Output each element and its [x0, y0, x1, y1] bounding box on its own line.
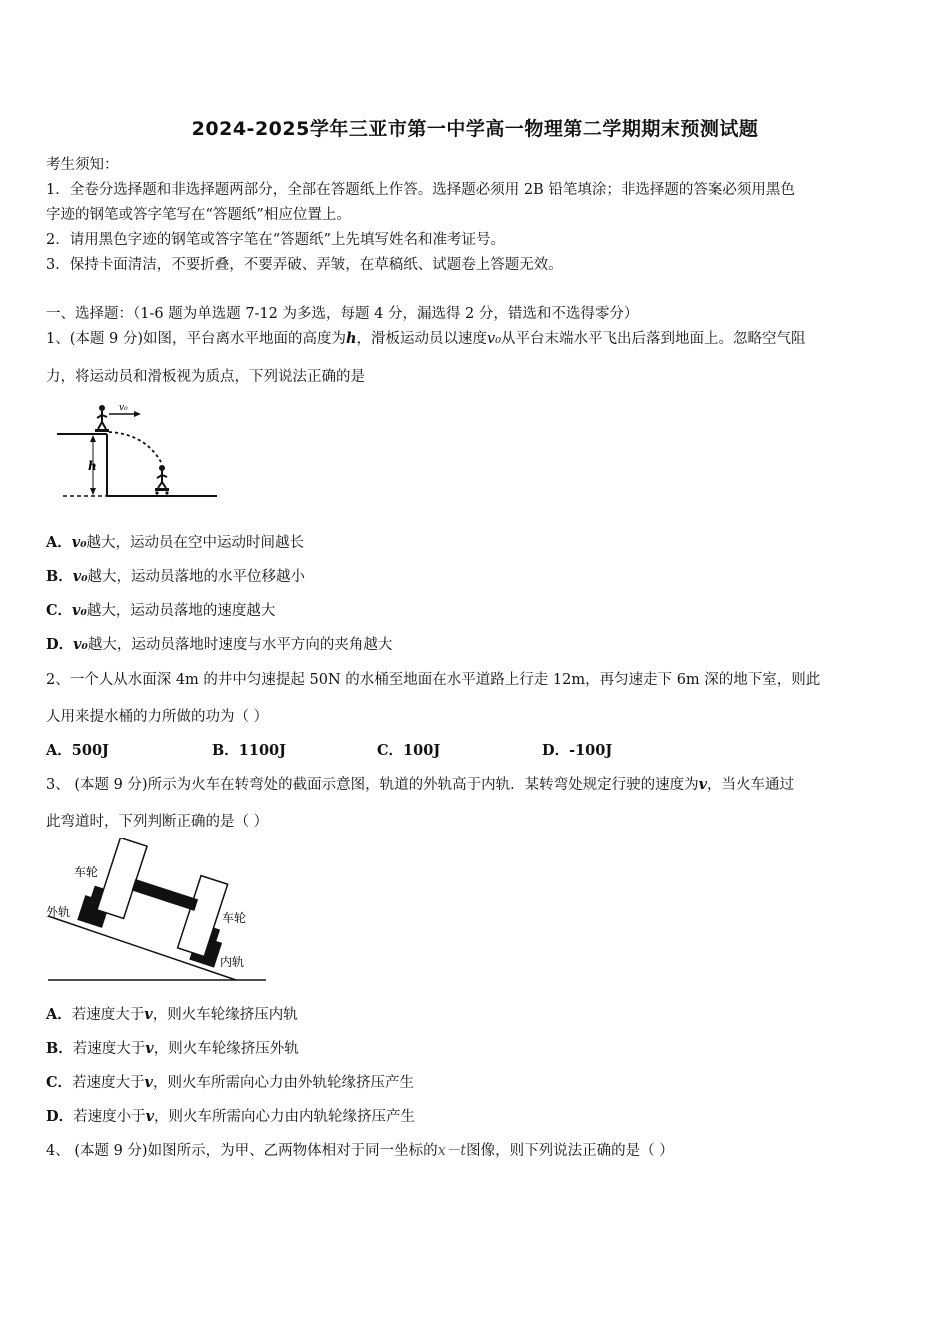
q1-h-symbol: h: [345, 330, 357, 347]
q3-fig-wheel-right-label: 车轮: [222, 911, 247, 925]
q3-option-a[interactable]: A．若速度大于v，则火车轮缘挤压内轨: [46, 1006, 298, 1023]
q1-v0-symbol: v₀: [487, 331, 502, 347]
notice-line-4: 3．保持卡面清洁，不要折叠，不要弄破、弄皱，在草稿纸、试题卷上答题无效。: [46, 257, 563, 273]
notice-line-1: 1．全卷分选择题和非选择题两部分，全部在答题纸上作答。选择题必须用 2B 铅笔填涂；非选择题的答案必须用黑色: [46, 182, 795, 198]
q1-stem-line-1: 1、(本题 9 分)如图，平台离水平地面的高度为h，滑板运动员以速度v₀从平台末端水平飞出后落到地面上。忽略空气阻: [46, 330, 806, 347]
q2-option-b[interactable]: B．1100J: [212, 742, 286, 759]
q3-stem-line-2: 此弯道时，下列判断正确的是（ ）: [46, 814, 269, 830]
section-heading: 一、选择题：（1-6 题为单选题 7-12 为多选，每题 4 分，漏选得 2 分，错选和不选得零分）: [46, 306, 639, 322]
notice-heading: 考生须知：: [46, 157, 119, 173]
notice-line-2: 字迹的钢笔或答字笔写在“答题纸”相应位置上。: [46, 207, 351, 223]
q3-v-symbol: v: [698, 776, 708, 793]
q3-option-c[interactable]: C．若速度大于v，则火车所需向心力由外轨轮缘挤压产生: [46, 1074, 414, 1091]
q4-xt-symbol: x－t: [437, 1143, 467, 1159]
q2-option-a[interactable]: A．500J: [46, 742, 109, 759]
q2-option-d[interactable]: D．-100J: [542, 742, 613, 759]
q1-option-d[interactable]: D．v₀越大，运动员落地时速度与水平方向的夹角越大: [46, 636, 393, 653]
q2-stem-line-2: 人用来提水桶的力所做的功为（ ）: [46, 709, 269, 725]
q3-fig-outer-rail-label: 外轨: [46, 905, 71, 919]
q3-train-curve-figure: [44, 838, 272, 988]
q1-option-a[interactable]: A．v₀越大，运动员在空中运动时间越长: [46, 534, 305, 551]
notice-line-3: 2．请用黑色字迹的钢笔或答字笔在“答题纸”上先填写姓名和准考证号。: [46, 232, 506, 248]
q4-stem-line-1: 4、 (本题 9 分)如图所示，为甲、乙两物体相对于同一坐标的x－t图像，则下列说法正确的是（ ）: [46, 1143, 674, 1159]
q1-stem-line-2: 力，将运动员和滑板视为质点，下列说法正确的是: [46, 369, 365, 385]
q3-fig-wheel-left-label: 车轮: [74, 865, 99, 879]
q3-option-b[interactable]: B．若速度大于v，则火车轮缘挤压外轨: [46, 1040, 299, 1057]
q3-option-d[interactable]: D．若速度小于v，则火车所需向心力由内轨轮缘挤压产生: [46, 1108, 416, 1125]
q1-skateboard-figure: [55, 400, 225, 502]
q3-fig-inner-rail-label: 内轨: [220, 955, 245, 969]
q2-stem-line-1: 2、一个人从水面深 4m 的井中匀速提起 50N 的水桶至地面在水平道路上行走 12m，再匀速走下 6m 深的地下室，则此: [46, 672, 821, 688]
q1-option-b[interactable]: B．v₀越大，运动员落地的水平位移越小: [46, 568, 306, 585]
q2-option-c[interactable]: C．100J: [377, 742, 441, 759]
q1-option-c[interactable]: C．v₀越大，运动员落地的速度越大: [46, 602, 276, 619]
q1-fig-v0-label: v₀: [119, 403, 128, 413]
page-title: 2024-2025学年三亚市第一中学高一物理第二学期期末预测试题: [191, 118, 759, 140]
q1-fig-h-label: h: [88, 459, 97, 473]
q3-stem-line-1: 3、 (本题 9 分)所示为火车在转弯处的截面示意图，轨道的外轨高于内轨．某转弯处规定行驶的速度为v，当火车通过: [46, 776, 795, 793]
